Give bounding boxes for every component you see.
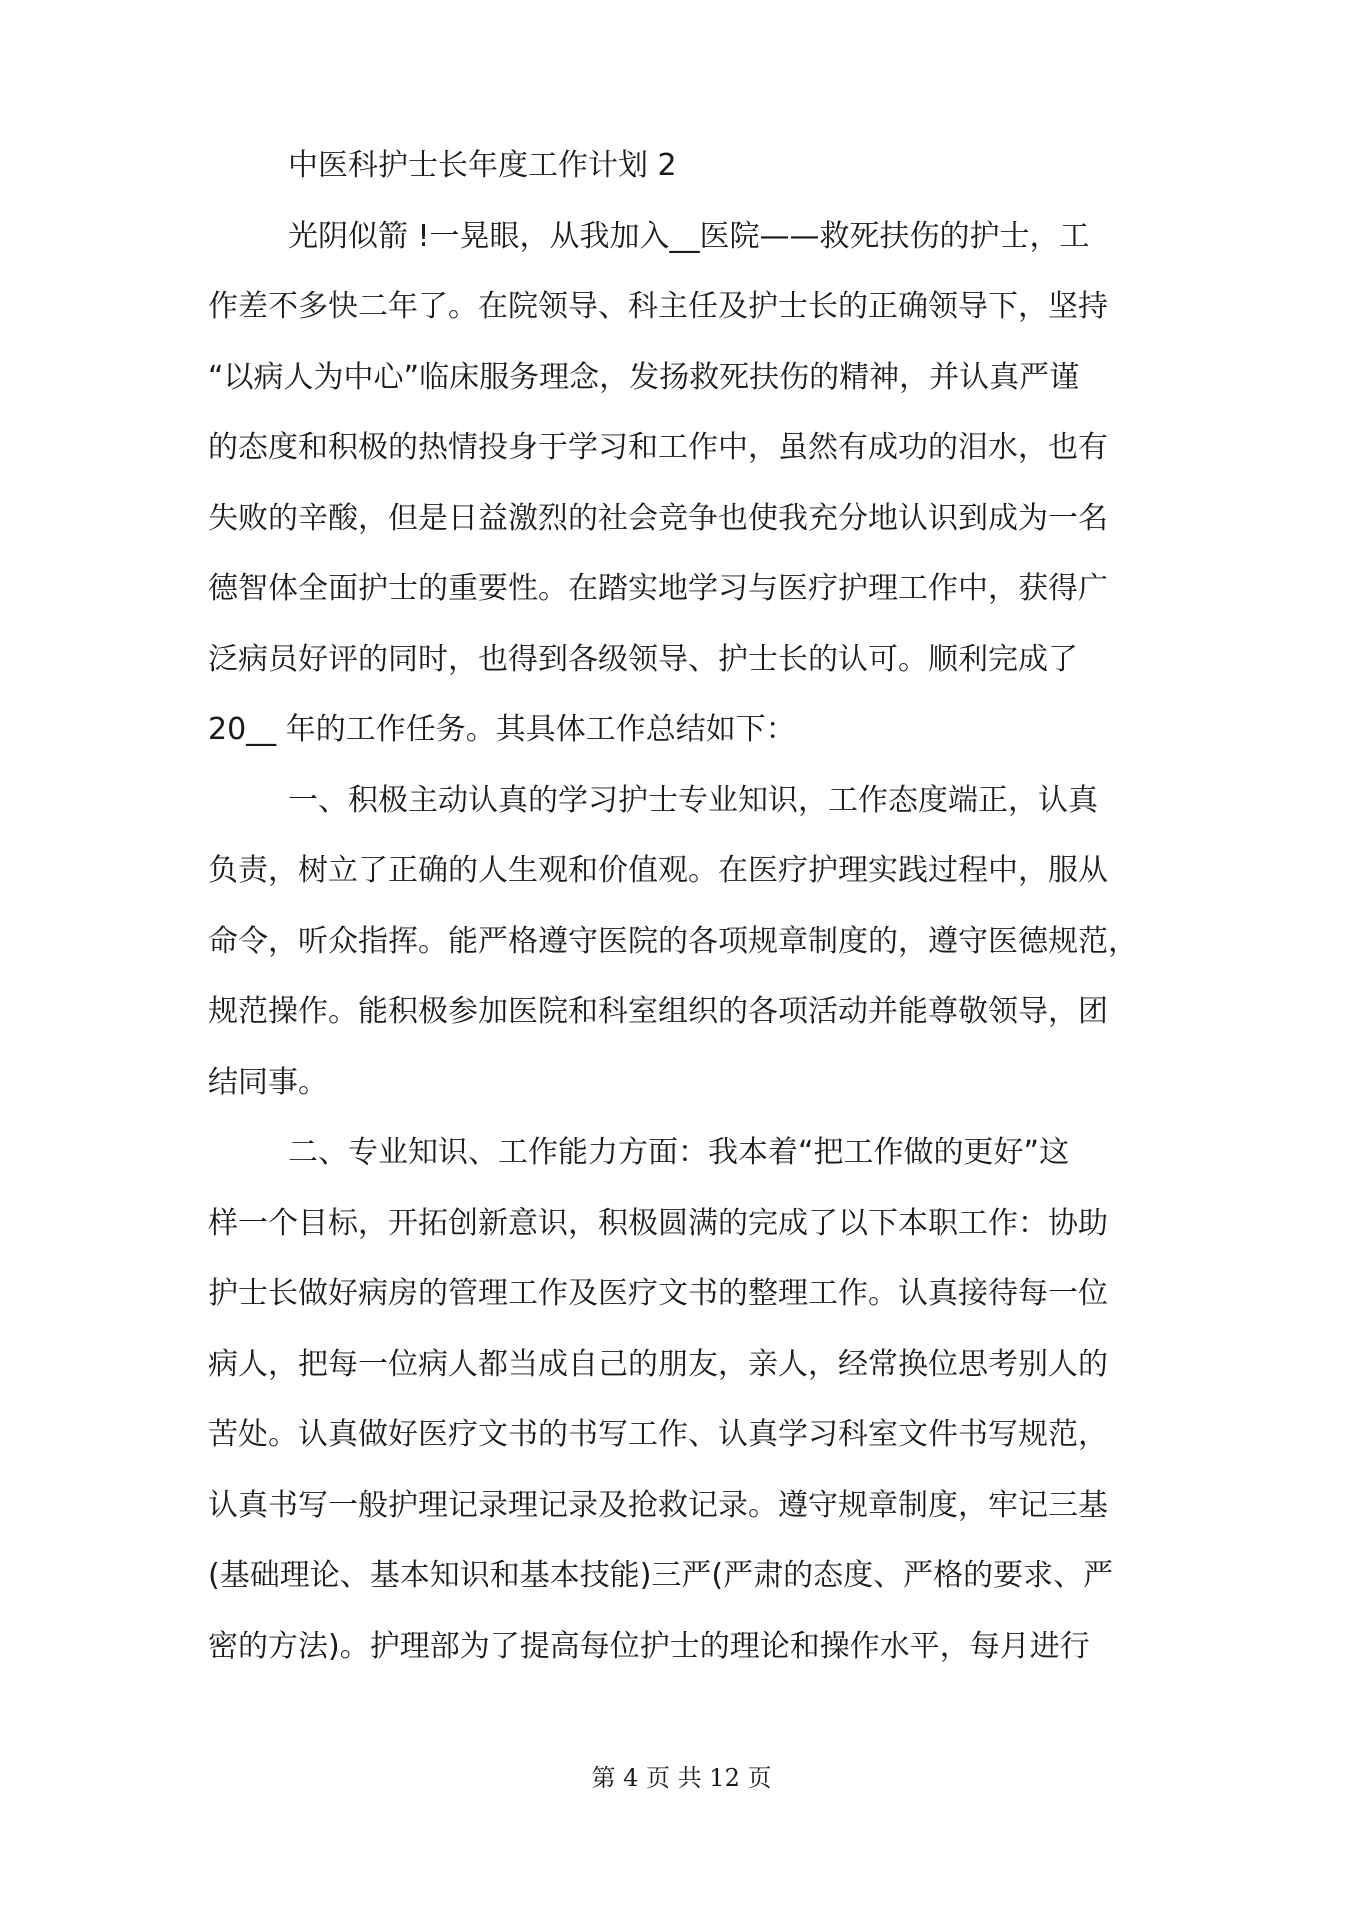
document-body bbox=[208, 131, 1173, 1682]
document-title bbox=[208, 131, 1173, 202]
paragraph-line: 密的方法)。护理部为了提高每位护士的理论和操作水平，每月进行 bbox=[208, 1628, 1090, 1664]
paragraph-section-one bbox=[208, 766, 1173, 1119]
paragraph-line: 苦处。认真做好医疗文书的书写工作、认真学习科室文件书写规范， bbox=[208, 1417, 1108, 1452]
paragraph-line: (基础理论、基本知识和基本技能)三严(严肃的态度、严格的要求、严 bbox=[208, 1558, 1114, 1593]
page-number-footer: 第 4 页 共 12 页 bbox=[591, 1764, 772, 1792]
title-line: 中医科护士长年度工作计划 2 bbox=[288, 148, 677, 183]
paragraph-line: 德智体全面护士的重要性。在踏实地学习与医疗护理工作中，获得广 bbox=[208, 571, 1108, 606]
paragraph-line: 样一个目标，开拓创新意识，积极圆满的完成了以下本职工作：协助 bbox=[208, 1205, 1108, 1241]
paragraph-line: 护士长做好病房的管理工作及医疗文书的整理工作。认真接待每一位 bbox=[208, 1276, 1108, 1311]
paragraph-intro bbox=[208, 202, 1173, 766]
paragraph-line: 命令，听众指挥。能严格遵守医院的各项规章制度的，遵守医德规范， bbox=[208, 923, 1138, 959]
paragraph-line: 泛病员好评的同时，也得到各级领导、护士长的认可。顺利完成了 bbox=[208, 641, 1078, 677]
paragraph-line: 负责，树立了正确的人生观和价值观。在医疗护理实践过程中，服从 bbox=[208, 853, 1108, 888]
paragraph-line: 二、专业知识、工作能力方面：我本着“把工作做的更好”这 bbox=[288, 1135, 1070, 1170]
paragraph-line: 20__ 年的工作任务。其具体工作总结如下： bbox=[208, 712, 796, 747]
paragraph-line: 结同事。 bbox=[208, 1064, 328, 1100]
paragraph-line: “以病人为中心”临床服务理念，发扬救死扶伤的精神，并认真严谨 bbox=[208, 359, 1080, 395]
paragraph-line: 光阴似箭 !一晃眼，从我加入__医院——救死扶伤的护士，工 bbox=[288, 218, 1090, 254]
paragraph-line: 失败的辛酸，但是日益激烈的社会竞争也使我充分地认识到成为一名 bbox=[208, 500, 1108, 536]
paragraph-line: 一、积极主动认真的学习护士专业知识，工作态度端正，认真 bbox=[288, 782, 1098, 818]
paragraph-line: 的态度和积极的热情投身于学习和工作中，虽然有成功的泪水，也有 bbox=[208, 430, 1108, 465]
paragraph-line: 认真书写一般护理记录理记录及抢救记录。遵守规章制度，牢记三基 bbox=[208, 1487, 1108, 1523]
paragraph-line: 作差不多快二年了。在院领导、科主任及护士长的正确领导下，坚持 bbox=[208, 289, 1108, 324]
paragraph-line: 病人，把每一位病人都当成自己的朋友，亲人，经常换位思考别人的 bbox=[208, 1346, 1108, 1382]
paragraph-line: 规范操作。能积极参加医院和科室组织的各项活动并能尊敬领导，团 bbox=[208, 994, 1108, 1029]
paragraph-section-two bbox=[208, 1118, 1173, 1682]
